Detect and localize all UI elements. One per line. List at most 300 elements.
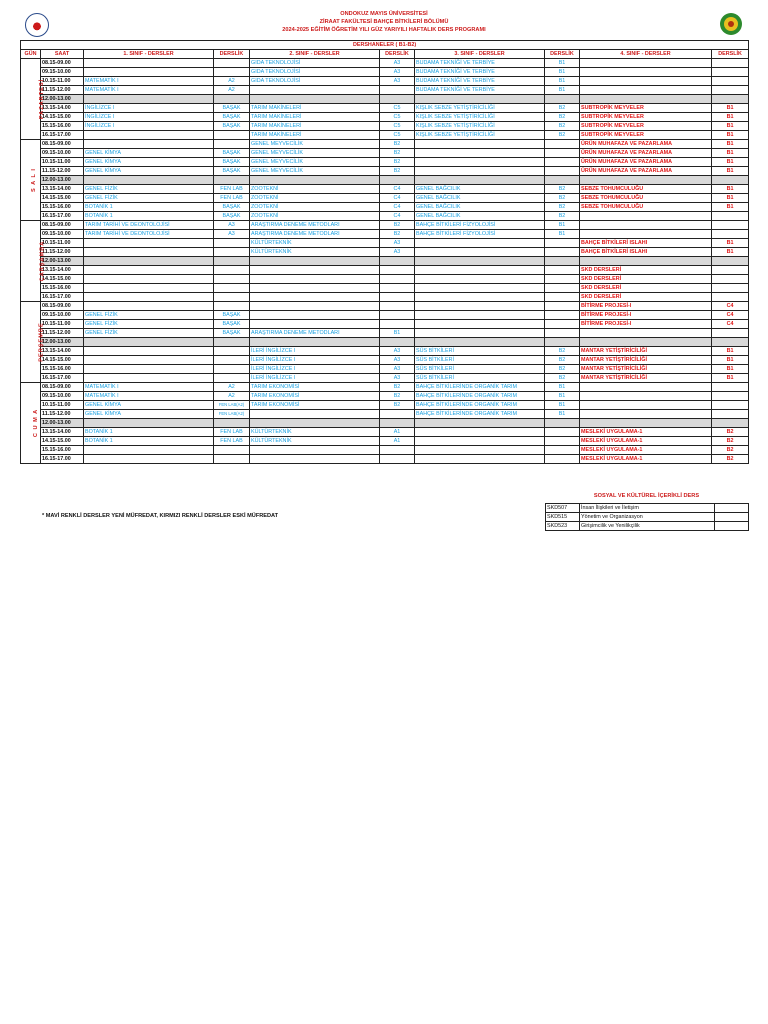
class1-room <box>214 266 250 275</box>
class2-course: KÜLTÜRTEKNİK <box>250 239 380 248</box>
time-cell: 10.15-11.00 <box>41 401 84 410</box>
class4-course <box>580 176 712 185</box>
time-cell: 08.15-09.00 <box>41 59 84 68</box>
class1-room: BAŞAK <box>214 104 250 113</box>
class4-room: B1 <box>712 104 749 113</box>
class2-course <box>250 257 380 266</box>
schedule-row <box>21 239 749 248</box>
class4-room: B1 <box>712 149 749 158</box>
class1-room <box>214 275 250 284</box>
class1-course: TARIM TARİHİ VE DEONTOLOJİSİ <box>84 230 214 239</box>
time-cell: 08.15-09.00 <box>41 140 84 149</box>
time-cell: 10.15-11.00 <box>41 158 84 167</box>
class4-room: B2 <box>712 446 749 455</box>
skd-empty-cell <box>715 513 749 522</box>
class4-room <box>712 284 749 293</box>
class1-room <box>214 284 250 293</box>
class2-room: A3 <box>380 347 415 356</box>
class2-room: C5 <box>380 104 415 113</box>
class2-course: İLERİ İNGİLİZCE I <box>250 356 380 365</box>
class2-course <box>250 293 380 302</box>
class3-room: B2 <box>545 347 580 356</box>
schedule-row <box>21 194 749 203</box>
class4-room: B1 <box>712 239 749 248</box>
class2-room: A3 <box>380 59 415 68</box>
class3-course <box>415 95 545 104</box>
class3-course: SÜS BİTKİLERİ <box>415 374 545 383</box>
class4-course: MESLEKİ UYGULAMA-1 <box>580 446 712 455</box>
column-header: 4. SINIF - DERSLER <box>580 50 712 59</box>
schedule-row <box>21 329 749 338</box>
class4-course: MESLEKİ UYGULAMA-1 <box>580 437 712 446</box>
day-cell <box>21 383 41 464</box>
class2-room <box>380 338 415 347</box>
class2-room <box>380 176 415 185</box>
class2-room <box>380 419 415 428</box>
skd-course-name: İnsan İlişkileri ve İletişim <box>580 504 715 513</box>
class3-course <box>415 419 545 428</box>
class4-course <box>580 257 712 266</box>
class3-room: B2 <box>545 185 580 194</box>
class3-course <box>415 428 545 437</box>
class3-course <box>415 239 545 248</box>
class3-room: B2 <box>545 365 580 374</box>
class4-course <box>580 329 712 338</box>
class2-course: ZOOTEKNİ <box>250 194 380 203</box>
class2-room: C4 <box>380 185 415 194</box>
class2-course: GENEL MEYVECİLİK <box>250 167 380 176</box>
class1-course: MATEMATİK I <box>84 392 214 401</box>
schedule-row <box>21 185 749 194</box>
class1-room <box>214 59 250 68</box>
class1-room: BAŞAK <box>214 149 250 158</box>
class4-room <box>712 221 749 230</box>
class1-room <box>214 338 250 347</box>
day-cell <box>21 302 45 383</box>
class1-room: A3 <box>214 221 250 230</box>
day-label: C U M A <box>33 408 40 438</box>
time-cell: 15.15-16.00 <box>41 122 84 131</box>
class2-course: TARIM MAKİNELERİ <box>250 104 380 113</box>
class2-room <box>380 455 415 464</box>
class4-room <box>712 68 749 77</box>
class2-course: TARIM EKONOMİSİ <box>250 392 380 401</box>
class3-course: SÜS BİTKİLERİ <box>415 347 545 356</box>
class3-room: B1 <box>545 401 580 410</box>
class4-course: MESLEKİ UYGULAMA-1 <box>580 455 712 464</box>
class1-room: FEN LAB(A2) <box>214 401 250 410</box>
class3-course: BUDAMA TEKNİĞİ VE TERBİYE <box>415 59 545 68</box>
class1-course: İNGİLİZCE I <box>84 104 214 113</box>
class1-room: FEN LAB <box>214 437 250 446</box>
class2-course <box>250 266 380 275</box>
class3-room: B1 <box>545 392 580 401</box>
class1-course <box>84 176 214 185</box>
schedule-table <box>20 40 749 464</box>
class2-room: B2 <box>380 230 415 239</box>
class2-room: A3 <box>380 365 415 374</box>
class2-course <box>250 419 380 428</box>
schedule-row <box>21 401 749 410</box>
skd-code: SKD515 <box>546 513 580 522</box>
class3-room: B1 <box>545 230 580 239</box>
day-label: PERŞEMBE <box>38 322 45 362</box>
class2-room: C5 <box>380 113 415 122</box>
class3-course <box>415 275 545 284</box>
class4-course: BAHÇE BİTKİLERİ ISLAHI <box>580 248 712 257</box>
schedule-row <box>21 347 749 356</box>
class4-room: B1 <box>712 113 749 122</box>
class2-course <box>250 320 380 329</box>
class3-room: B1 <box>545 86 580 95</box>
class1-course: TARIM TARİHİ VE DEONTOLOJİSİ <box>84 221 214 230</box>
class3-room <box>545 266 580 275</box>
class3-room <box>545 338 580 347</box>
class4-course <box>580 221 712 230</box>
schedule-row <box>21 266 749 275</box>
class4-room <box>712 266 749 275</box>
class1-room <box>214 248 250 257</box>
class2-room <box>380 311 415 320</box>
class2-room: A3 <box>380 248 415 257</box>
class4-room <box>712 230 749 239</box>
time-cell: 12.00-13.00 <box>41 95 84 104</box>
class1-course: GENEL FİZİK <box>84 194 214 203</box>
skd-row <box>546 504 749 513</box>
skd-code: SKD523 <box>546 522 580 531</box>
class3-room <box>545 248 580 257</box>
class4-room: B1 <box>712 365 749 374</box>
class4-room: C4 <box>712 311 749 320</box>
time-cell: 11.15-12.00 <box>41 248 84 257</box>
class4-room <box>712 293 749 302</box>
class4-course: SKD DERSLERİ <box>580 266 712 275</box>
class2-course: İLERİ İNGİLİZCE I <box>250 365 380 374</box>
schedule-row <box>21 149 749 158</box>
class3-course: SÜS BİTKİLERİ <box>415 365 545 374</box>
class2-room: A3 <box>380 374 415 383</box>
class3-room: B2 <box>545 113 580 122</box>
day-label: PAZARTESİ <box>39 78 46 120</box>
class3-room <box>545 302 580 311</box>
class3-course <box>415 446 545 455</box>
class3-course <box>415 140 545 149</box>
class2-course: ZOOTEKNİ <box>250 203 380 212</box>
class1-course: MATEMATİK I <box>84 77 214 86</box>
schedule-row <box>21 257 749 266</box>
class2-course: KÜLTÜRTEKNİK <box>250 248 380 257</box>
class4-course <box>580 212 712 221</box>
class1-room <box>214 293 250 302</box>
class1-room <box>214 374 250 383</box>
time-cell: 11.15-12.00 <box>41 329 84 338</box>
class4-course: MANTAR YETİŞTİRİCİLİĞİ <box>580 365 712 374</box>
time-cell: 14.15-15.00 <box>41 194 84 203</box>
class1-room: A2 <box>214 392 250 401</box>
class1-course: BOTANİK 1 <box>84 428 214 437</box>
class2-course: GENEL MEYVECİLİK <box>250 149 380 158</box>
day-label: ÇARŞAMBA <box>39 240 46 282</box>
class2-course <box>250 284 380 293</box>
class3-room: B1 <box>545 77 580 86</box>
class4-room <box>712 86 749 95</box>
class3-room <box>545 275 580 284</box>
class3-room: B2 <box>545 194 580 203</box>
class2-room: A3 <box>380 239 415 248</box>
class4-room: B1 <box>712 167 749 176</box>
column-header: DERSLİK <box>545 50 580 59</box>
schedule-row <box>21 419 749 428</box>
class1-room: BAŞAK <box>214 212 250 221</box>
header-university: ONDOKUZ MAYIS ÜNİVERSİTESİ <box>340 11 428 17</box>
class1-course: İNGİLİZCE I <box>84 113 214 122</box>
class1-course <box>84 374 214 383</box>
class2-room <box>380 266 415 275</box>
class1-course <box>84 293 214 302</box>
class2-course: TARIM EKONOMİSİ <box>250 401 380 410</box>
class4-room: C4 <box>712 320 749 329</box>
class4-room: B1 <box>712 140 749 149</box>
class3-room: B2 <box>545 131 580 140</box>
class1-course: BOTANİK 1 <box>84 212 214 221</box>
class3-room <box>545 320 580 329</box>
class1-course <box>84 338 214 347</box>
class2-course: ARAŞTIRMA DENEME METODLARI <box>250 329 380 338</box>
class1-course: GENEL KİMYA <box>84 401 214 410</box>
class3-course: BUDAMA TEKNİĞİ VE TERBİYE <box>415 86 545 95</box>
class3-room: B2 <box>545 203 580 212</box>
class2-room: A3 <box>380 68 415 77</box>
class2-course: ZOOTEKNİ <box>250 185 380 194</box>
time-cell: 09.15-10.00 <box>41 311 84 320</box>
time-cell: 09.15-10.00 <box>41 68 84 77</box>
class1-course <box>84 275 214 284</box>
class4-course: MESLEKİ UYGULAMA-1 <box>580 428 712 437</box>
class2-room: A3 <box>380 77 415 86</box>
class4-room: B1 <box>712 185 749 194</box>
class1-course: GENEL FİZİK <box>84 320 214 329</box>
class1-room <box>214 365 250 374</box>
column-header: DERSLİK <box>214 50 250 59</box>
class2-course: İLERİ İNGİLİZCE I <box>250 347 380 356</box>
class3-room <box>545 284 580 293</box>
class4-course: SKD DERSLERİ <box>580 293 712 302</box>
class3-room <box>545 293 580 302</box>
class2-room: B2 <box>380 149 415 158</box>
skd-row <box>546 513 749 522</box>
class1-course <box>84 455 214 464</box>
class1-room: A2 <box>214 86 250 95</box>
skd-row <box>546 522 749 531</box>
header-department: ZİRAAT FAKÜLTESİ BAHÇE BİTKİLERİ BÖLÜMÜ <box>319 19 449 25</box>
class2-room <box>380 86 415 95</box>
class1-room <box>214 176 250 185</box>
time-cell: 09.15-10.00 <box>41 230 84 239</box>
class3-room <box>545 428 580 437</box>
class1-room: A2 <box>214 77 250 86</box>
class1-course <box>84 248 214 257</box>
class1-course <box>84 284 214 293</box>
skd-course-name: Girişimcilik ve Yenilikçilik <box>580 522 715 531</box>
class1-course <box>84 302 214 311</box>
class1-course <box>84 131 214 140</box>
class1-room: BAŞAK <box>214 320 250 329</box>
class3-room: B2 <box>545 122 580 131</box>
class3-room <box>545 437 580 446</box>
class1-room <box>214 419 250 428</box>
class2-room: B2 <box>380 392 415 401</box>
schedule-row <box>21 374 749 383</box>
class2-room <box>380 95 415 104</box>
time-cell: 13.15-14.00 <box>41 347 84 356</box>
skd-table <box>545 503 749 531</box>
class3-room: B1 <box>545 68 580 77</box>
time-cell: 14.15-15.00 <box>41 356 84 365</box>
time-cell: 08.15-09.00 <box>41 221 84 230</box>
class3-room <box>545 329 580 338</box>
class4-room <box>712 383 749 392</box>
class3-course: GENEL BAĞCILIK <box>415 185 545 194</box>
column-header: SAAT <box>41 50 84 59</box>
class3-course <box>415 455 545 464</box>
class3-course: GENEL BAĞCILIK <box>415 203 545 212</box>
class2-room: C4 <box>380 194 415 203</box>
class1-room <box>214 68 250 77</box>
class4-room: B1 <box>712 203 749 212</box>
class4-course: SEBZE TOHUMCULUĞU <box>580 185 712 194</box>
class2-course: GIDA TEKNOLOJİSİ <box>250 68 380 77</box>
class3-course <box>415 437 545 446</box>
class1-course: GENEL KİMYA <box>84 167 214 176</box>
class3-course: BAHÇE BİTKİLERİNDE ORGANİK TARIM <box>415 401 545 410</box>
class4-room <box>712 59 749 68</box>
class2-room: B2 <box>380 221 415 230</box>
class3-course: KIŞLIK SEBZE YETİŞTİRİCİLİĞİ <box>415 131 545 140</box>
class1-room: FEN LAB <box>214 194 250 203</box>
class4-room <box>712 77 749 86</box>
class2-room <box>380 302 415 311</box>
schedule-row <box>21 284 749 293</box>
time-cell: 15.15-16.00 <box>41 365 84 374</box>
class3-room: B1 <box>545 221 580 230</box>
class3-course: BUDAMA TEKNİĞİ VE TERBİYE <box>415 77 545 86</box>
class4-course <box>580 338 712 347</box>
schedule-row <box>21 356 749 365</box>
class3-room: B2 <box>545 104 580 113</box>
time-cell: 12.00-13.00 <box>41 176 84 185</box>
class2-course: GIDA TEKNOLOJİSİ <box>250 59 380 68</box>
class3-course <box>415 302 545 311</box>
class4-room <box>712 392 749 401</box>
time-cell: 11.15-12.00 <box>41 167 84 176</box>
class2-room <box>380 257 415 266</box>
class2-course: TARIM EKONOMİSİ <box>250 383 380 392</box>
column-header: GÜN <box>21 50 41 59</box>
class3-room <box>545 455 580 464</box>
class2-room: C4 <box>380 203 415 212</box>
schedule-row <box>21 230 749 239</box>
class4-room: B1 <box>712 158 749 167</box>
class4-room <box>712 257 749 266</box>
schedule-row <box>21 77 749 86</box>
class4-course: MANTAR YETİŞTİRİCİLİĞİ <box>580 347 712 356</box>
schedule-row <box>21 203 749 212</box>
class2-room: B2 <box>380 401 415 410</box>
class4-course: ÜRÜN MUHAFAZA VE PAZARLAMA <box>580 149 712 158</box>
skd-code: SKD507 <box>546 504 580 513</box>
class4-course: SEBZE TOHUMCULUĞU <box>580 203 712 212</box>
class1-course <box>84 356 214 365</box>
class1-room <box>214 95 250 104</box>
class2-course: ARAŞTIRMA DENEME METODLARI <box>250 230 380 239</box>
class1-course: GENEL FİZİK <box>84 329 214 338</box>
class3-room <box>545 176 580 185</box>
class2-room: A1 <box>380 428 415 437</box>
class4-course: BİTİRME PROJESİ-I <box>580 311 712 320</box>
class2-course <box>250 95 380 104</box>
class4-room: B1 <box>712 356 749 365</box>
schedule-row <box>21 167 749 176</box>
class1-room: BAŞAK <box>214 122 250 131</box>
class2-course <box>250 446 380 455</box>
time-cell: 16.15-17.00 <box>41 455 84 464</box>
time-cell: 16.15-17.00 <box>41 293 84 302</box>
class1-room <box>214 239 250 248</box>
class3-room: B2 <box>545 212 580 221</box>
class4-course <box>580 59 712 68</box>
class3-room <box>545 158 580 167</box>
class1-course <box>84 59 214 68</box>
schedule-row <box>21 392 749 401</box>
class4-course: BAHÇE BİTKİLERİ ISLAHI <box>580 239 712 248</box>
schedule-row <box>21 176 749 185</box>
schedule-row <box>21 437 749 446</box>
class3-room <box>545 140 580 149</box>
class2-course: GENEL MEYVECİLİK <box>250 158 380 167</box>
schedule-row <box>21 68 749 77</box>
time-cell: 16.15-17.00 <box>41 212 84 221</box>
class4-course <box>580 95 712 104</box>
class1-room <box>214 257 250 266</box>
class2-course <box>250 302 380 311</box>
schedule-row <box>21 455 749 464</box>
class1-room: BAŞAK <box>214 311 250 320</box>
column-header: DERSLİK <box>380 50 415 59</box>
class1-course: MATEMATİK I <box>84 86 214 95</box>
class4-course: SEBZE TOHUMCULUĞU <box>580 194 712 203</box>
schedule-row <box>21 428 749 437</box>
class3-course: BAHÇE BİTKİLERİNDE ORGANİK TARIM <box>415 383 545 392</box>
column-header: 2. SINIF - DERSLER <box>250 50 380 59</box>
schedule-row <box>21 275 749 284</box>
class4-course: MANTAR YETİŞTİRİCİLİĞİ <box>580 356 712 365</box>
class1-room <box>214 140 250 149</box>
class3-course <box>415 149 545 158</box>
class4-room: B1 <box>712 248 749 257</box>
schedule-row <box>21 95 749 104</box>
class1-course <box>84 95 214 104</box>
day-cell <box>21 59 46 140</box>
class2-room: B2 <box>380 140 415 149</box>
time-cell: 10.15-11.00 <box>41 239 84 248</box>
class4-course: ÜRÜN MUHAFAZA VE PAZARLAMA <box>580 167 712 176</box>
time-cell: 12.00-13.00 <box>41 257 84 266</box>
column-header: 3. SINIF - DERSLER <box>415 50 545 59</box>
time-cell: 14.15-15.00 <box>41 113 84 122</box>
skd-title: SOSYAL VE KÜLTÜREL İÇERİKLİ DERS <box>593 493 700 499</box>
time-cell: 12.00-13.00 <box>41 419 84 428</box>
class2-room <box>380 275 415 284</box>
